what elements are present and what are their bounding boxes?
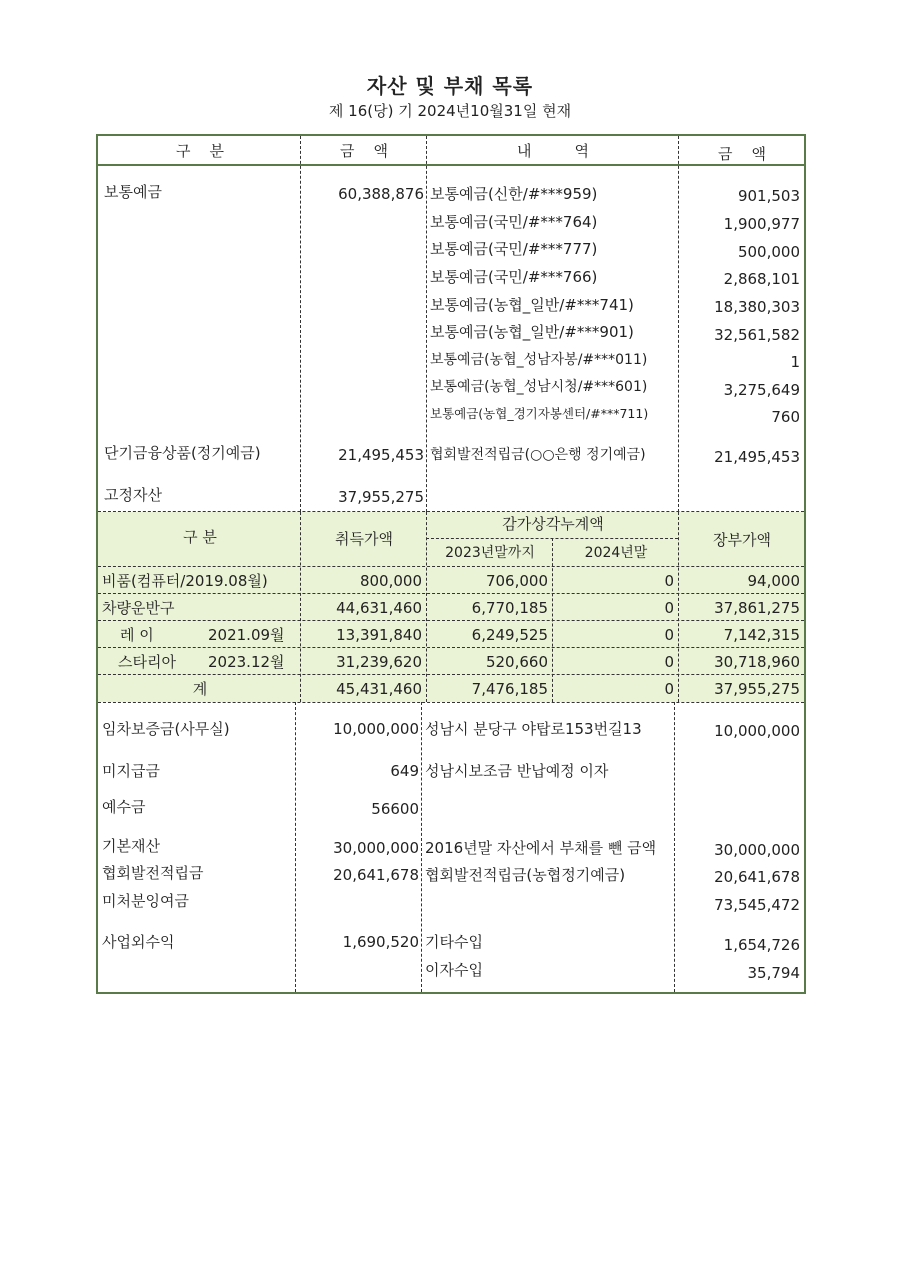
fa-sub-header-line bbox=[426, 538, 678, 539]
basic-property-total: 30,000,000 bbox=[333, 839, 419, 857]
short-term-amount: 21,495,453 bbox=[714, 448, 800, 466]
fa-header-bottom-line bbox=[98, 566, 804, 567]
fixed-assets-total: 37,955,275 bbox=[338, 488, 424, 506]
accounts-payable-label: 미지급금 bbox=[102, 762, 160, 780]
fa-row-3-to2023: 6,249,525 bbox=[471, 626, 548, 644]
page-subtitle: 제 16(당) 기 2024년10월31일 현재 bbox=[328, 102, 572, 120]
fa-row-line-3 bbox=[98, 647, 804, 648]
deposit-amount-3: 500,000 bbox=[737, 243, 800, 261]
fa-row-3-date: 2021.09월 bbox=[208, 626, 285, 644]
deposit-amount-9: 760 bbox=[771, 408, 800, 426]
fa-top-line bbox=[98, 511, 804, 512]
interest-income-amount: 35,794 bbox=[747, 964, 800, 982]
fa-total-acq: 45,431,460 bbox=[336, 680, 422, 698]
fa-bottom-line bbox=[98, 702, 804, 703]
accounts-payable-total: 649 bbox=[390, 762, 419, 780]
fa-row-line-1 bbox=[98, 593, 804, 594]
other-income-amount: 1,654,726 bbox=[723, 936, 800, 954]
dev-reserve-label: 협회발전적립금 bbox=[102, 864, 204, 882]
deposit-amount-7: 1 bbox=[790, 353, 800, 371]
short-term-label: 단기금융상품(정기예금) bbox=[104, 444, 261, 462]
header-separator bbox=[98, 164, 804, 166]
fa-row-1-acq: 800,000 bbox=[359, 572, 422, 590]
fa-row-2-book: 37,861,275 bbox=[714, 599, 800, 617]
short-term-total: 21,495,453 bbox=[338, 446, 424, 464]
deposit-label: 보통예금 bbox=[104, 183, 162, 201]
other-income-detail: 기타수입 bbox=[425, 933, 483, 951]
accounts-payable-detail: 성남시보조금 반납예정 이자 bbox=[425, 762, 609, 780]
fa-row-3-book: 7,142,315 bbox=[723, 626, 800, 644]
fa-header-acquisition: 취득가액 bbox=[335, 530, 393, 548]
fa-total-book: 37,955,275 bbox=[714, 680, 800, 698]
lease-deposit-amount: 10,000,000 bbox=[714, 722, 800, 740]
lease-deposit-label: 임차보증금(사무실) bbox=[102, 720, 230, 738]
fa-header-book: 장부가액 bbox=[713, 531, 771, 549]
deposit-detail-4: 보통예금(국민/#***766) bbox=[430, 268, 598, 286]
interest-income-detail: 이자수입 bbox=[425, 961, 483, 979]
fa-row-4-date: 2023.12월 bbox=[208, 653, 285, 671]
withholdings-total: 56600 bbox=[371, 800, 419, 818]
dev-reserve-total: 20,641,678 bbox=[333, 866, 419, 884]
fa-total-y2024: 0 bbox=[664, 680, 674, 698]
fa-row-1-name: 비품(컴퓨터/2019.08월) bbox=[102, 572, 268, 590]
lease-deposit-total: 10,000,000 bbox=[333, 720, 419, 738]
non-operating-income-total: 1,690,520 bbox=[342, 933, 419, 951]
short-term-detail: 협회발전적립금(○○은행 정기예금) bbox=[430, 447, 646, 463]
header-category: 구 분 bbox=[175, 142, 225, 160]
fa-row-2-name: 차량운반구 bbox=[102, 599, 175, 617]
retained-surplus-label: 미처분잉여금 bbox=[102, 892, 189, 910]
dev-reserve-detail: 협회발전적립금(농협정기예금) bbox=[425, 866, 626, 884]
fa-total-name: 계 bbox=[192, 680, 208, 698]
deposit-amount-8: 3,275,649 bbox=[723, 381, 800, 399]
fa-row-3-acq: 13,391,840 bbox=[336, 626, 422, 644]
fa-row-4-to2023: 520,660 bbox=[485, 653, 548, 671]
deposit-detail-9: 보통예금(농협_경기자봉센터/#***711) bbox=[430, 406, 649, 421]
fa-row-2-to2023: 6,770,185 bbox=[471, 599, 548, 617]
fa-row-2-y2024: 0 bbox=[664, 599, 674, 617]
deposit-total: 60,388,876 bbox=[338, 185, 424, 203]
fa-row-4-name: 스타리아 bbox=[118, 653, 176, 671]
deposit-detail-6: 보통예금(농협_일반/#***901) bbox=[430, 323, 634, 341]
deposit-detail-3: 보통예금(국민/#***777) bbox=[430, 240, 598, 258]
col-line-2 bbox=[426, 136, 427, 512]
dev-reserve-amount: 20,641,678 bbox=[714, 868, 800, 886]
deposit-detail-5: 보통예금(농협_일반/#***741) bbox=[430, 296, 634, 314]
page-title: 자산 및 부채 목록 bbox=[366, 74, 534, 98]
deposit-amount-6: 32,561,582 bbox=[714, 326, 800, 344]
fa-total-to2023: 7,476,185 bbox=[471, 680, 548, 698]
fa-row-1-to2023: 706,000 bbox=[485, 572, 548, 590]
fa-row-4-acq: 31,239,620 bbox=[336, 653, 422, 671]
fa-row-line-2 bbox=[98, 620, 804, 621]
withholdings-label: 예수금 bbox=[102, 798, 146, 816]
deposit-amount-1: 901,503 bbox=[737, 187, 800, 205]
deposit-amount-4: 2,868,101 bbox=[723, 270, 800, 288]
basic-property-detail: 2016년말 자산에서 부채를 뺀 금액 bbox=[425, 839, 657, 857]
deposit-detail-7: 보통예금(농협_성남자봉/#***011) bbox=[430, 352, 648, 368]
basic-property-label: 기본재산 bbox=[102, 837, 160, 855]
header-value: 금 액 bbox=[717, 145, 767, 163]
fa-header-accum: 감가상각누계액 bbox=[502, 515, 604, 533]
deposit-detail-8: 보통예금(농협_성남시청/#***601) bbox=[430, 379, 648, 395]
fa-row-3-y2024: 0 bbox=[664, 626, 674, 644]
fa-row-4-book: 30,718,960 bbox=[714, 653, 800, 671]
fa-header-2024: 2024년말 bbox=[584, 545, 648, 561]
deposit-amount-5: 18,380,303 bbox=[714, 298, 800, 316]
header-amount: 금 액 bbox=[339, 142, 389, 160]
fixed-assets-label: 고정자산 bbox=[104, 486, 162, 504]
header-detail: 내 역 bbox=[517, 142, 589, 160]
fa-row-4-y2024: 0 bbox=[664, 653, 674, 671]
fa-header-category: 구 분 bbox=[183, 528, 217, 546]
deposit-detail-1: 보통예금(신한/#***959) bbox=[430, 185, 598, 203]
deposit-amount-2: 1,900,977 bbox=[723, 215, 800, 233]
fa-row-1-y2024: 0 bbox=[664, 572, 674, 590]
fa-header-to-2023: 2023년말까지 bbox=[445, 545, 535, 561]
retained-surplus-amount: 73,545,472 bbox=[714, 896, 800, 914]
basic-property-amount: 30,000,000 bbox=[714, 841, 800, 859]
non-operating-income-label: 사업외수익 bbox=[102, 933, 175, 951]
fa-row-1-book: 94,000 bbox=[747, 572, 800, 590]
fa-row-2-acq: 44,631,460 bbox=[336, 599, 422, 617]
col-line-2-lower bbox=[421, 702, 422, 992]
fa-row-line-4 bbox=[98, 674, 804, 675]
deposit-detail-2: 보통예금(국민/#***764) bbox=[430, 213, 598, 231]
fa-row-3-name: 레 이 bbox=[120, 626, 154, 644]
lease-deposit-detail: 성남시 분당구 야탑로153번길13 bbox=[425, 720, 642, 738]
